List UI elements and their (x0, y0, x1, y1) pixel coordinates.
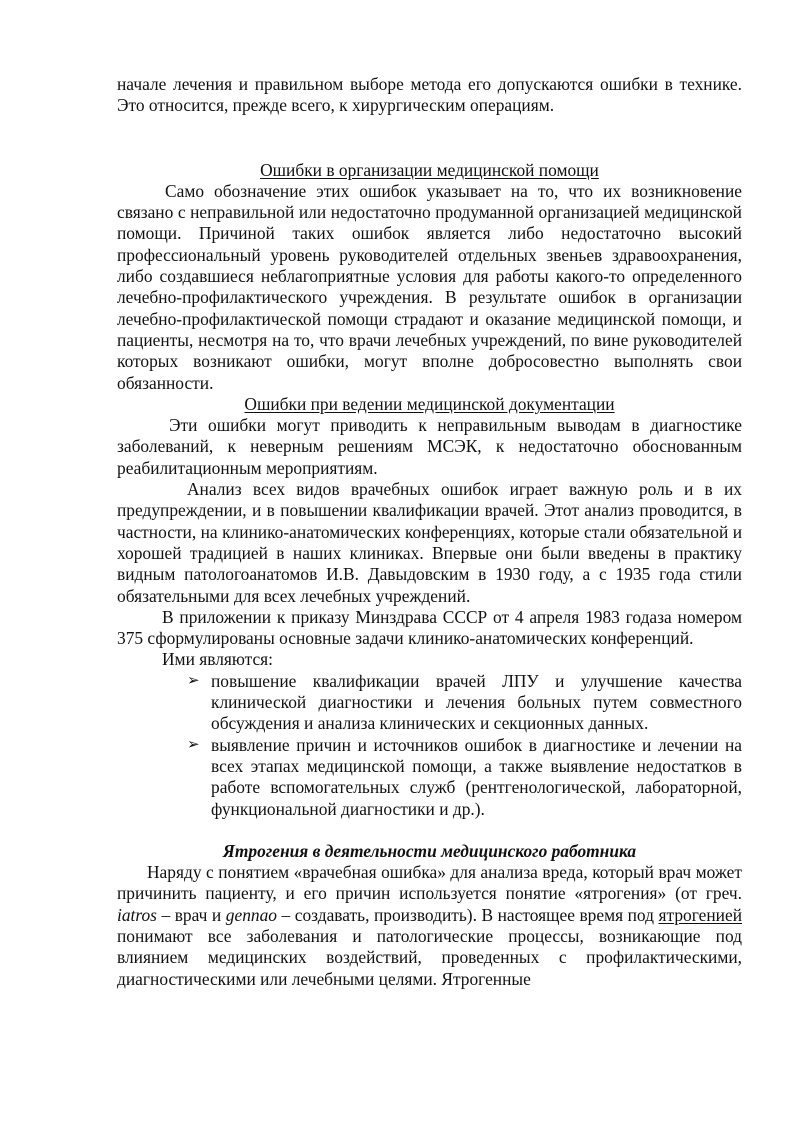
documentation-errors-paragraph: Эти ошибки могут приводить к неправильным выводам в диагностике заболеваний, к неверным решениям МСЭК, к недостаточно обоснованным реабилитационным мероприятиям. (117, 415, 742, 478)
arrow-bullet-icon: ➢ (187, 736, 200, 753)
heading-documentation-errors: Ошибки при ведении медицинской документации (244, 393, 615, 414)
analysis-paragraph: Анализ всех видов врачебных ошибок играет важную роль и в их предупреждении, и в повышении квалификации врачей. Этот анализ проводится, в частности, на клинико-анатомических конференциях, которые стали обязательной и хорошей традицией в наших клиниках. Впервые они были введены в практику видным патологоанатомов И.В. Давыдовским в 1930 году, а с 1935 года стили обязательными для всех лечебных учреждений. (117, 479, 742, 606)
order-paragraph: В приложении к приказу Минздрава СССР от 4 апреля 1983 годаза номером 375 сформулированы основные задачи клинико-анатомических конференций. (117, 606, 742, 649)
spacer (117, 820, 742, 841)
continuation-paragraph: начале лечения и правильном выборе метода его допускаются ошибки в технике. Это относится, прежде всего, к хирургическим операциям. (117, 74, 742, 116)
organization-errors-paragraph: Само обозначение этих ошибок указывает на то, что их возникновение связано с неправильной или недостаточно продуманной организацией медицинской помощи. Причиной таких ошибок является либо недостаточно высокий профессиональный уровень руководителей отдельных звеньев здравоохранения, либо создавшиеся неблагоприятные условия для работы какого-то определенного лечебно-профилактического учреждения. В результате ошибок в организации лечебно-профилактической помощи страдают и оказание медицинской помощи, и пациенты, несмотря на то, что врачи лечебных учреждений, по вине руководителей которых возникают ошибки, могут вполне добросовестно выполнять свои обязанности. (117, 180, 742, 393)
iatrogeny-paragraph (117, 862, 742, 990)
term-iatros: iatros (117, 904, 157, 925)
heading-organization-errors: Ошибки в организации медицинской помощи (260, 159, 599, 180)
list-item (187, 671, 742, 735)
list-item (187, 735, 742, 820)
tasks-list (117, 671, 742, 820)
iatrogeny-text: – врач и (156, 904, 226, 925)
list-lead: Ими являются: (162, 649, 274, 670)
iatrogeny-text: – создавать, производить). В настоящее время под (276, 904, 659, 925)
term-gennao: gennao (225, 904, 277, 925)
arrow-bullet-icon: ➢ (187, 672, 200, 689)
list-item-text: выявление причин и источников ошибок в диагностике и лечении на всех этапах медицинской помощи, а также выявление недостатков в работе вспомогательных служб (рентгенологической, лабораторной, функциональной диагностики и др.). (211, 734, 742, 819)
heading-iatrogeny: Ятрогения в деятельности медицинского работника (222, 840, 637, 861)
iatrogeny-text: Наряду с понятием «врачебная ошибка» для анализа вреда, который врач может причинить пациенту, и его причин используется понятие «ятрогения» (от греч. (117, 862, 742, 904)
iatrogeny-text: понимают все заболевания и патологические процессы, возникающие под влиянием медицинских воздействий, проведенных с профилактическими, диагностическими или лечебными целями. Ятрогенные (117, 925, 742, 989)
spacer (117, 117, 742, 160)
term-iatrogeny: ятрогенией (658, 904, 742, 925)
document-page (117, 74, 742, 990)
list-item-text: повышение квалификации врачей ЛПУ и улучшение качества клинической диагностики и лечения больных путем совместного обсуждения и анализа клинических и секционных данных. (211, 670, 742, 734)
